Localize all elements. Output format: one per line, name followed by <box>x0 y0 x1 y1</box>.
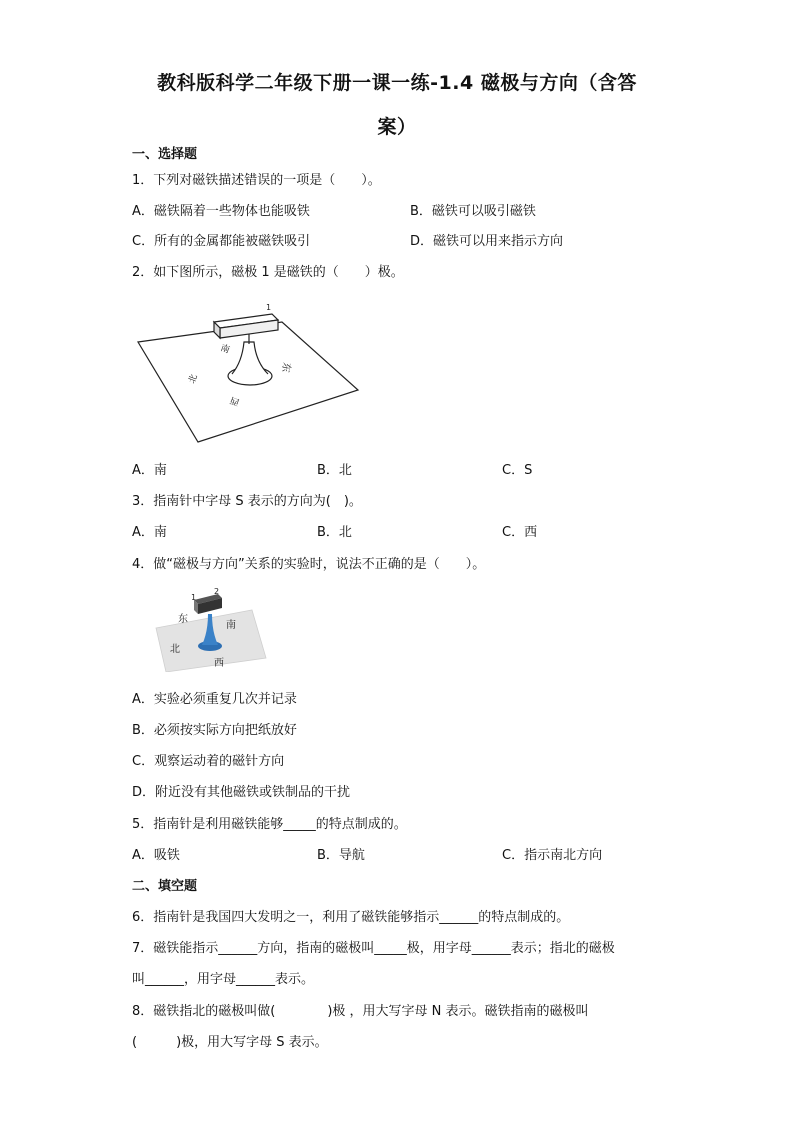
question-5-option-a: A．吸铁 <box>132 848 180 863</box>
question-4-option-c: C．观察运动着的磁针方向 <box>132 754 285 769</box>
question-7-line-2: 叫______，用字母______表示。 <box>132 972 315 987</box>
direction-label-north: 北 <box>170 644 180 655</box>
direction-label-south: 南 <box>226 620 236 631</box>
magnet-on-stand-figure <box>132 292 364 452</box>
question-3-option-a: A．南 <box>132 525 167 540</box>
direction-label-south: 南 <box>218 343 231 356</box>
pole-label-1: 1 <box>191 593 197 602</box>
question-4-stem: 4．做“磁极与方向”关系的实验时，说法不正确的是（ ）。 <box>132 557 486 572</box>
document-title: 教科版科学二年级下册一课一练-1.4 磁极与方向（含答 <box>157 72 637 94</box>
magnet-pole-label: 1 <box>266 303 272 312</box>
pole-label-2: 2 <box>214 588 220 596</box>
question-7-line-1: 7．磁铁能指示______方向，指南的磁极叫_____极，用字母______表示；指北的磁极 <box>132 941 615 956</box>
question-4-option-d: D．附近没有其他磁铁或铁制品的干扰 <box>132 785 351 800</box>
compass-stand-photo <box>148 588 268 672</box>
document-title-continued: 案） <box>377 116 417 138</box>
question-4-option-a: A．实验必须重复几次并记录 <box>132 692 297 707</box>
question-3-option-c: C．西 <box>502 525 538 540</box>
question-1-option-d: D．磁铁可以用来指示方向 <box>410 234 564 249</box>
question-1-option-a: A．磁铁隔着一些物体也能吸铁 <box>132 204 310 219</box>
question-3-option-b: B．北 <box>317 525 352 540</box>
question-3-stem: 3．指南针中字母 S 表示的方向为( )。 <box>132 494 362 509</box>
question-1-option-b: B．磁铁可以吸引磁铁 <box>410 204 536 219</box>
question-6-stem: 6．指南针是我国四大发明之一，利用了磁铁能够指示______的特点制成的。 <box>132 910 570 925</box>
question-2-stem: 2．如下图所示，磁极 1 是磁铁的（ ）极。 <box>132 265 404 280</box>
direction-label-east: 东 <box>178 614 188 625</box>
question-2-option-c: C．S <box>502 463 533 478</box>
direction-label-west: 西 <box>214 658 224 669</box>
question-1-stem: 1．下列对磁铁描述错误的一项是（ ）。 <box>132 173 381 188</box>
direction-label-north: 北 <box>187 373 200 386</box>
question-2-option-a: A．南 <box>132 463 167 478</box>
section-heading-fill-blank: 二、填空题 <box>132 879 198 894</box>
question-5-option-b: B．导航 <box>317 848 365 863</box>
direction-label-east: 东 <box>279 361 292 374</box>
question-8-line-1: 8．磁铁指北的磁极叫做( )极 ，用大写字母 N 表示。磁铁指南的磁极叫 <box>132 1004 589 1019</box>
question-2-option-b: B．北 <box>317 463 352 478</box>
question-4-option-b: B．必须按实际方向把纸放好 <box>132 723 297 738</box>
question-5-option-c: C．指示南北方向 <box>502 848 603 863</box>
question-5-stem: 5．指南针是利用磁铁能够_____的特点制成的。 <box>132 817 407 832</box>
section-heading-choice: 一、选择题 <box>132 147 198 162</box>
question-8-line-2: ( )极，用大写字母 S 表示。 <box>132 1035 328 1050</box>
direction-label-west: 西 <box>229 394 242 407</box>
question-1-option-c: C．所有的金属都能被磁铁吸引 <box>132 234 311 249</box>
